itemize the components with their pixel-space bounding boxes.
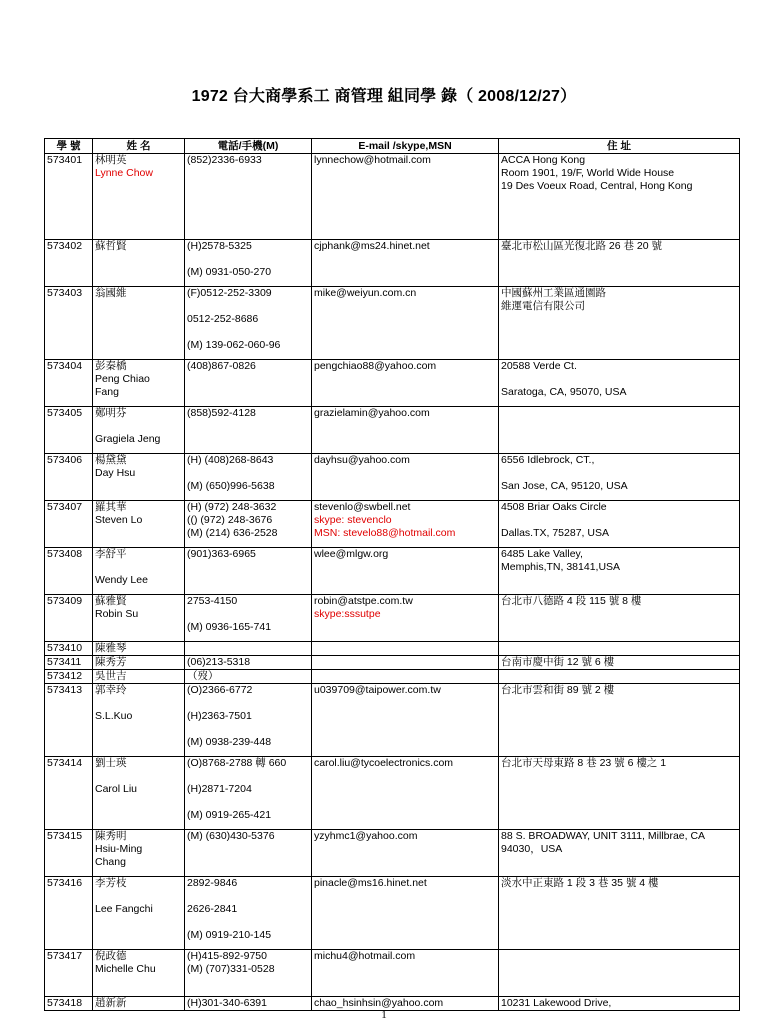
text-line: (M) (650)996-5638 — [187, 480, 275, 492]
table-row — [45, 684, 740, 757]
email-cell — [312, 670, 499, 684]
text-line: San Jose, CA, 95120, USA — [501, 480, 628, 492]
text-line — [187, 300, 309, 313]
text-line: michu4@hotmail.com — [314, 950, 416, 962]
table-row — [45, 877, 740, 950]
text-line — [95, 697, 182, 710]
table-row — [45, 656, 740, 670]
student-id-cell: 573417 — [45, 950, 93, 997]
text-line: 李舒平 — [95, 548, 127, 560]
text-line: Room 1901, 19/F, World Wide House — [501, 167, 675, 179]
address-cell — [499, 154, 740, 240]
phone-cell — [185, 877, 312, 950]
text-line — [95, 561, 182, 574]
email-cell — [312, 360, 499, 407]
name-cell — [93, 757, 185, 830]
text-line: 翁國維 — [95, 287, 127, 299]
table-row — [45, 407, 740, 454]
address-cell — [499, 656, 740, 670]
name-cell — [93, 877, 185, 950]
table-row — [45, 287, 740, 360]
text-line: 蘇哲賢 — [95, 240, 127, 252]
address-cell — [499, 287, 740, 360]
address-cell — [499, 548, 740, 595]
email-cell — [312, 950, 499, 997]
table-header-row — [45, 139, 740, 154]
address-cell — [499, 595, 740, 642]
text-line: 羅其華 — [95, 501, 127, 513]
text-line: Lee Fangchi — [95, 903, 153, 915]
student-id-cell: 573411 — [45, 656, 93, 670]
text-line: (() (972) 248-3676 — [187, 514, 273, 526]
highlighted-text-line: skype: stevenclo — [314, 514, 392, 526]
text-line — [187, 770, 309, 783]
text-line: chao_hsinhsin@yahoo.com — [314, 997, 444, 1009]
student-id-cell: 573401 — [45, 154, 93, 240]
text-line: dayhsu@yahoo.com — [314, 454, 410, 466]
student-id-cell: 573415 — [45, 830, 93, 877]
email-cell — [312, 877, 499, 950]
text-line: (M) (214) 636-2528 — [187, 527, 278, 539]
text-line: (F)0512-252-3309 — [187, 287, 272, 299]
name-cell — [93, 830, 185, 877]
table-row — [45, 595, 740, 642]
text-line: S.L.Kuo — [95, 710, 133, 722]
text-line: （歿） — [187, 670, 219, 682]
text-line: robin@atstpe.com.tw — [314, 595, 413, 607]
email-cell — [312, 684, 499, 757]
text-line — [187, 326, 309, 339]
text-line: 88 S. BROADWAY, UNIT 3111, Millbrae, CA — [501, 830, 706, 842]
phone-cell — [185, 830, 312, 877]
address-cell — [499, 501, 740, 548]
text-line — [187, 916, 309, 929]
address-cell — [499, 454, 740, 501]
email-cell — [312, 501, 499, 548]
student-id-cell: 573412 — [45, 670, 93, 684]
name-cell — [93, 287, 185, 360]
text-line: 李芳枝 — [95, 877, 127, 889]
text-line: Hsiu-Ming — [95, 843, 143, 855]
name-cell — [93, 407, 185, 454]
address-cell — [499, 360, 740, 407]
alumni-directory-table — [44, 138, 740, 1011]
text-line: 19 Des Voeux Road, Central, Hong Kong — [501, 180, 693, 192]
text-line: (H)2871-7204 — [187, 783, 252, 795]
text-line: 鄭明芬 — [95, 407, 127, 419]
text-line: 中國蘇州工業區通園路 — [501, 287, 606, 299]
student-id-cell: 573414 — [45, 757, 93, 830]
text-line: Michelle Chu — [95, 963, 156, 975]
name-cell — [93, 950, 185, 997]
table-row — [45, 501, 740, 548]
highlighted-text-line: skype:sssutpe — [314, 608, 381, 620]
table-row — [45, 548, 740, 595]
phone-cell — [185, 454, 312, 501]
email-cell — [312, 407, 499, 454]
text-line: Chang — [95, 856, 126, 868]
student-id-cell: 573404 — [45, 360, 93, 407]
text-line — [187, 467, 309, 480]
text-line: (M) 0919-265-421 — [187, 809, 272, 821]
text-line — [187, 890, 309, 903]
name-cell — [93, 684, 185, 757]
text-line: 10231 Lakewood Drive, — [501, 997, 612, 1009]
email-cell — [312, 595, 499, 642]
table-row — [45, 154, 740, 240]
column-header-student-id: 學 號 — [45, 139, 93, 154]
text-line: 2626-2841 — [187, 903, 238, 915]
phone-cell — [185, 548, 312, 595]
text-line: cjphank@ms24.hinet.net — [314, 240, 430, 252]
phone-cell — [185, 360, 312, 407]
text-line: (O)2366-6772 — [187, 684, 253, 696]
text-line: Robin Su — [95, 608, 139, 620]
table-row — [45, 454, 740, 501]
table-row — [45, 830, 740, 877]
text-line: 淡水中正東路 1 段 3 巷 35 號 4 樓 — [501, 877, 659, 889]
email-cell — [312, 154, 499, 240]
name-cell — [93, 670, 185, 684]
text-line: (H)415-892-9750 — [187, 950, 267, 962]
text-line: Fang — [95, 386, 119, 398]
text-line: yzyhmc1@yahoo.com — [314, 830, 418, 842]
text-line: (901)363-6965 — [187, 548, 256, 560]
text-line — [501, 514, 737, 527]
text-line: 劉士瑛 — [95, 757, 127, 769]
text-line: pinacle@ms16.hinet.net — [314, 877, 427, 889]
address-cell — [499, 877, 740, 950]
text-line: pengchiao88@yahoo.com — [314, 360, 437, 372]
email-cell — [312, 757, 499, 830]
text-line: (O)8768-2788 轉 660 — [187, 757, 287, 769]
text-line: 4508 Briar Oaks Circle — [501, 501, 607, 513]
table-row — [45, 642, 740, 656]
text-line: 6485 Lake Valley, — [501, 548, 583, 560]
text-line: (06)213-5318 — [187, 656, 251, 668]
column-header-address: 住 址 — [499, 139, 740, 154]
text-line: 台北市雲和街 89 號 2 樓 — [501, 684, 615, 696]
student-id-cell: 573405 — [45, 407, 93, 454]
text-line: Carol Liu — [95, 783, 138, 795]
highlighted-text-line: Lynne Chow — [95, 167, 153, 179]
text-line: (M) 0919-210-145 — [187, 929, 272, 941]
student-id-cell: 573402 — [45, 240, 93, 287]
text-line: stevenlo@swbell.net — [314, 501, 411, 513]
text-line: (858)592-4128 — [187, 407, 256, 419]
student-id-cell: 573407 — [45, 501, 93, 548]
student-id-cell: 573409 — [45, 595, 93, 642]
email-cell — [312, 642, 499, 656]
table-row — [45, 240, 740, 287]
text-line: 彭秦橋 — [95, 360, 127, 372]
student-id-cell: 573418 — [45, 997, 93, 1011]
text-line: 2892-9846 — [187, 877, 238, 889]
text-line — [187, 796, 309, 809]
phone-cell — [185, 154, 312, 240]
name-cell — [93, 595, 185, 642]
text-line: (H)2363-7501 — [187, 710, 252, 722]
name-cell — [93, 240, 185, 287]
text-line: (H)2578-5325 — [187, 240, 252, 252]
name-cell — [93, 454, 185, 501]
text-line: u039709@taipower.com.tw — [314, 684, 441, 696]
name-cell — [93, 642, 185, 656]
name-cell — [93, 501, 185, 548]
student-id-cell: 573408 — [45, 548, 93, 595]
email-cell — [312, 240, 499, 287]
text-line: Gragiela Jeng — [95, 433, 161, 445]
address-cell — [499, 950, 740, 997]
address-cell — [499, 757, 740, 830]
document-title: 1972 台大商學系工 商管理 組同學 錄（ 2008/12/27） — [191, 88, 577, 105]
text-line: 2753-4150 — [187, 595, 238, 607]
phone-cell — [185, 656, 312, 670]
name-cell — [93, 548, 185, 595]
text-line — [187, 723, 309, 736]
table-row — [45, 360, 740, 407]
text-line: (M) 0931-050-270 — [187, 266, 272, 278]
text-line — [95, 770, 182, 783]
student-id-cell: 573406 — [45, 454, 93, 501]
student-id-cell: 573410 — [45, 642, 93, 656]
phone-cell — [185, 240, 312, 287]
text-line — [501, 467, 737, 480]
email-cell — [312, 454, 499, 501]
student-id-cell: 573403 — [45, 287, 93, 360]
email-cell — [312, 287, 499, 360]
text-line: 0512-252-8686 — [187, 313, 259, 325]
text-line: (M) 0936-165-741 — [187, 621, 272, 633]
table-row — [45, 670, 740, 684]
text-line: (M) (707)331-0528 — [187, 963, 275, 975]
text-line: (408)867-0826 — [187, 360, 256, 372]
table-body — [45, 154, 740, 1011]
text-line: (M) 139-062-060-96 — [187, 339, 281, 351]
phone-cell — [185, 287, 312, 360]
name-cell — [93, 656, 185, 670]
text-line: 台北市八德路 4 段 115 號 8 樓 — [501, 595, 642, 607]
text-line: (H) (972) 248-3632 — [187, 501, 277, 513]
text-line: 陳雅琴 — [95, 642, 127, 654]
address-cell — [499, 642, 740, 656]
student-id-cell: 573416 — [45, 877, 93, 950]
text-line: Peng Chiao — [95, 373, 150, 385]
column-header-phone: 電話/手機(M) — [185, 139, 312, 154]
text-line: mike@weiyun.com.cn — [314, 287, 417, 299]
text-line — [95, 890, 182, 903]
text-line: (852)2336-6933 — [187, 154, 262, 166]
text-line: (M) 0938-239-448 — [187, 736, 272, 748]
text-line: (H)301-340-6391 — [187, 997, 267, 1009]
email-cell — [312, 830, 499, 877]
text-line: Day Hsu — [95, 467, 136, 479]
phone-cell — [185, 757, 312, 830]
student-id-cell: 573413 — [45, 684, 93, 757]
text-line: 陳秀芳 — [95, 656, 127, 668]
phone-cell — [185, 684, 312, 757]
phone-cell — [185, 950, 312, 997]
column-header-name: 姓 名 — [93, 139, 185, 154]
name-cell — [93, 360, 185, 407]
text-line: Memphis,TN, 38141,USA — [501, 561, 621, 573]
text-line: Steven Lo — [95, 514, 143, 526]
phone-cell — [185, 642, 312, 656]
address-cell — [499, 240, 740, 287]
text-line: Saratoga, CA, 95070, USA — [501, 386, 627, 398]
text-line: 94030，USA — [501, 843, 563, 855]
text-line: 陳秀明 — [95, 830, 127, 842]
table-row — [45, 950, 740, 997]
text-line: carol.liu@tycoelectronics.com — [314, 757, 454, 769]
text-line: lynnechow@hotmail.com — [314, 154, 431, 166]
phone-cell — [185, 407, 312, 454]
text-line: (H) (408)268-8643 — [187, 454, 274, 466]
text-line: 吳世吉 — [95, 670, 127, 682]
column-header-email: E-mail /skype,MSN — [312, 139, 499, 154]
text-line — [95, 420, 182, 433]
text-line: ACCA Hong Kong — [501, 154, 586, 166]
email-cell — [312, 548, 499, 595]
phone-cell — [185, 501, 312, 548]
text-line: 趙新新 — [95, 997, 127, 1009]
table-row — [45, 757, 740, 830]
text-line: 郭幸玲 — [95, 684, 127, 696]
text-line: 倪政德 — [95, 950, 127, 962]
address-cell — [499, 670, 740, 684]
text-line: Dallas.TX, 75287, USA — [501, 527, 609, 539]
address-cell — [499, 684, 740, 757]
text-line — [187, 697, 309, 710]
address-cell — [499, 407, 740, 454]
address-cell — [499, 830, 740, 877]
text-line: 臺北市松山區光復北路 26 巷 20 號 — [501, 240, 663, 252]
text-line: 20588 Verde Ct. — [501, 360, 577, 372]
email-cell — [312, 656, 499, 670]
text-line: Wendy Lee — [95, 574, 148, 586]
text-line: 楊黛黛 — [95, 454, 127, 466]
text-line: grazielamin@yahoo.com — [314, 407, 430, 419]
phone-cell — [185, 595, 312, 642]
text-line — [187, 253, 309, 266]
text-line: (M) (630)430-5376 — [187, 830, 275, 842]
phone-cell — [185, 670, 312, 684]
text-line — [187, 608, 309, 621]
text-line: wlee@mlgw.org — [314, 548, 389, 560]
text-line: 維運電信有限公司 — [501, 300, 585, 312]
text-line: 台北市天母東路 8 巷 23 號 6 樓之 1 — [501, 757, 667, 769]
page-number: 1 — [381, 1009, 387, 1021]
text-line — [501, 373, 737, 386]
text-line: 林明英 — [95, 154, 127, 166]
text-line: 台南市慶中街 12 號 6 樓 — [501, 656, 615, 668]
highlighted-text-line: MSN: stevelo88@hotmail.com — [314, 527, 456, 539]
text-line: 蘇雅賢 — [95, 595, 127, 607]
name-cell — [93, 154, 185, 240]
text-line: 6556 Idlebrock, CT., — [501, 454, 595, 466]
